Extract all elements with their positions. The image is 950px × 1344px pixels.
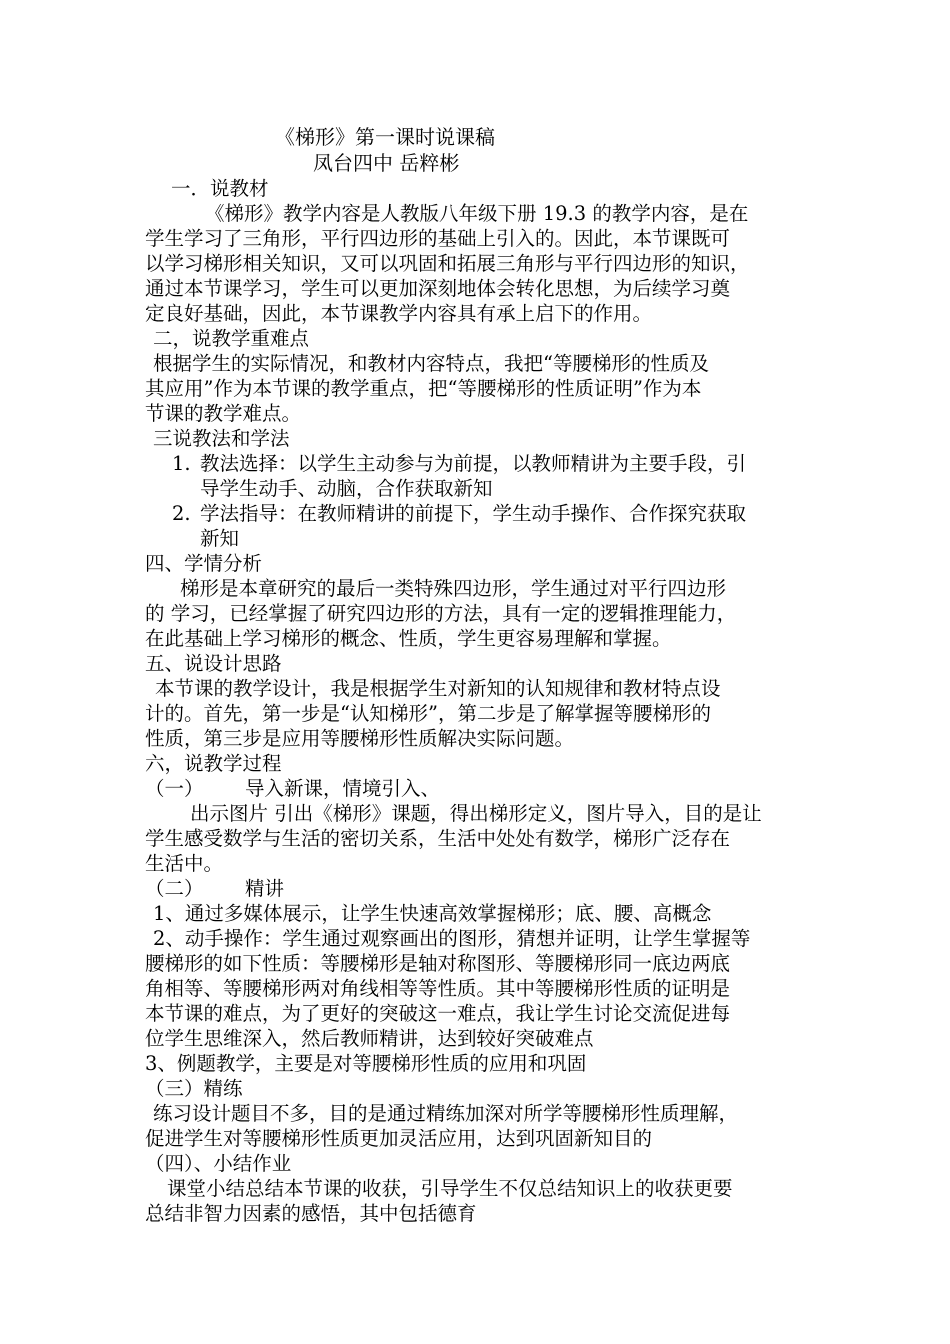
paragraph-line: 生活中。: [145, 852, 224, 875]
paragraph-line: 本节课的教学设计，我是根据学生对新知的认知规律和教材特点设: [155, 677, 721, 700]
paragraph-line: 的 学习，已经掌握了研究四边形的方法，具有一定的逻辑推理能力，: [145, 602, 737, 625]
list-item-text: 学法指导：在教师精讲的前提下，学生动手操作、合作探究获取: [200, 502, 747, 525]
paragraph-line: 位学生思维深入，然后教师精讲，达到较好突破难点: [145, 1027, 594, 1050]
paragraph-line: 学生感受数学与生活的密切关系，生活中处处有数学，梯形广泛存在: [145, 827, 731, 850]
subsection-title: 精讲: [245, 877, 285, 900]
subsection-label: （一）: [145, 777, 204, 800]
subsection-heading: （四）、小结作业: [145, 1152, 292, 1175]
paragraph-line: 节课的教学难点。: [145, 402, 302, 425]
paragraph-line: 3、例题教学，主要是对等腰梯形性质的应用和巩固: [145, 1052, 587, 1075]
section-heading-6: 六，说教学过程: [145, 752, 282, 775]
list-item-text: 教法选择：以学生主动参与为前提，以教师精讲为主要手段，引: [200, 452, 747, 475]
section-heading-2: 二，说教学重难点: [153, 327, 310, 350]
paragraph-line: 学生学习了三角形，平行四边形的基础上引入的。因此，本节课既可: [145, 227, 731, 250]
paragraph-line: 促进学生对等腰梯形性质更加灵活应用，达到巩固新知目的: [145, 1127, 653, 1150]
section-heading-5: 五、说设计思路: [145, 652, 282, 675]
paragraph-line: 练习设计题目不多，目的是通过精练加深对所学等腰梯形性质理解，: [153, 1102, 739, 1125]
paragraph-line: 总结非智力因素的感悟，其中包括德育: [145, 1202, 477, 1225]
paragraph-line: 角相等、等腰梯形两对角线相等等性质。其中等腰梯形性质的证明是: [145, 977, 731, 1000]
section-heading-1: 一．说教材: [171, 177, 269, 200]
doc-author: 凤台四中 岳粹彬: [313, 151, 460, 175]
paragraph-line: 课堂小结总结本节课的收获，引导学生不仅总结知识上的收获更要: [167, 1177, 733, 1200]
subsection-label: （二）: [145, 877, 204, 900]
list-item-number: 2.: [172, 502, 191, 525]
paragraph-line: 2、动手操作：学生通过观察画出的图形，猜想并证明，让学生掌握等: [153, 927, 751, 950]
paragraph-line: 其应用”作为本节课的教学重点，把“等腰梯形的性质证明”作为本: [145, 377, 702, 400]
paragraph-line: 出示图片 引出《梯形》课题，得出梯形定义，图片导入，目的是让: [190, 802, 762, 825]
paragraph-line: 在此基础上学习梯形的概念、性质，学生更容易理解和掌握。: [145, 627, 672, 650]
paragraph-line: 根据学生的实际情况，和教材内容特点，我把“等腰梯形的性质及: [153, 352, 709, 375]
paragraph-line: 1、通过多媒体展示，让学生快速高效掌握梯形；底、腰、高概念: [153, 902, 712, 925]
subsection-heading: （三）精练: [145, 1077, 243, 1100]
doc-title: 《梯形》第一课时说课稿: [275, 125, 495, 149]
section-heading-3: 三说教法和学法: [153, 427, 290, 450]
paragraph-line: 计的。首先，第一步是“认知梯形”，第二步是了解掌握等腰梯形的: [145, 702, 711, 725]
section-heading-4: 四、学情分析: [145, 552, 263, 575]
paragraph-line: 通过本节课学习，学生可以更加深刻地体会转化思想，为后续学习奠: [145, 277, 731, 300]
paragraph-line: 性质，第三步是应用等腰梯形性质解决实际问题。: [145, 727, 575, 750]
list-item-text: 导学生动手、动脑，合作获取新知: [200, 477, 493, 500]
list-item-number: 1.: [172, 452, 191, 475]
paragraph-line: 梯形是本章研究的最后一类特殊四边形，学生通过对平行四边形: [180, 577, 727, 600]
paragraph-line: 本节课的难点，为了更好的突破这一难点，我让学生讨论交流促进每: [145, 1002, 731, 1025]
list-item-text: 新知: [200, 527, 240, 550]
paragraph-line: 定良好基础，因此，本节课教学内容具有承上启下的作用。: [145, 302, 653, 325]
paragraph-line: 以学习梯形相关知识，又可以巩固和拓展三角形与平行四边形的知识，: [145, 252, 750, 275]
subsection-title: 导入新课，情境引入、: [245, 777, 441, 800]
paragraph-line: 《梯形》教学内容是人教版八年级下册 19.3 的教学内容，是在: [205, 202, 749, 225]
paragraph-line: 腰梯形的如下性质：等腰梯形是轴对称图形、等腰梯形同一底边两底: [145, 952, 731, 975]
